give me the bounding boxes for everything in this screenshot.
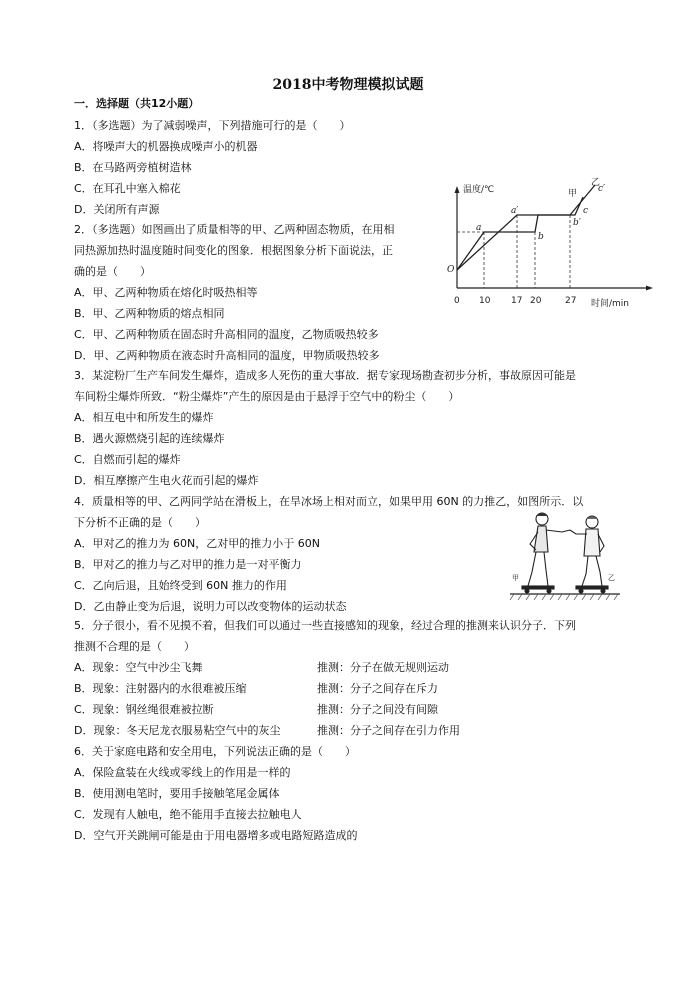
q4-option-c: C．乙向后退，且始终受到 60N 推力的作用 (74, 579, 287, 592)
graph-point-b-prime: b′ (573, 218, 581, 228)
section-heading: 一．选择题（共12小题） (74, 97, 200, 110)
q1-stem: 1．（多选题）为了减弱噪声，下列措施可行的是（ ） (74, 119, 351, 132)
q3-option-c: C．自燃而引起的爆炸 (74, 453, 181, 466)
q6-stem: 6．关于家庭电路和安全用电，下列说法正确的是（ ） (74, 745, 356, 758)
q3-option-b: B．遇火源燃烧引起的连续爆炸 (74, 432, 225, 445)
q4-stem-line2: 下分析不正确的是（ ） (74, 516, 206, 529)
temperature-time-graph (445, 180, 670, 308)
q2-option-b: B．甲、乙两种物质的熔点相同 (74, 307, 225, 320)
q3-option-a: A．相互电中和所发生的爆炸 (74, 411, 214, 424)
q2-option-d: D．甲、乙两种物质在液态时升高相同的温度，甲物质吸热较多 (74, 349, 380, 362)
q5-option-b-inference: 推测：分子之间存在斥力 (317, 682, 438, 695)
q1-option-d: D．关闭所有声源 (74, 203, 160, 216)
q5-option-d: D．现象：冬天尼龙衣服易粘空气中的灰尘 (74, 724, 281, 737)
q4-option-b: B．甲对乙的推力与乙对甲的推力是一对平衡力 (74, 558, 302, 571)
graph-point-c-prime: c′ (598, 184, 606, 194)
y-axis-arrow (455, 186, 460, 193)
q1-option-a: A．将噪声大的机器换成噪声小的机器 (74, 140, 258, 153)
dashed-guides (457, 215, 570, 288)
q5-stem-line2: 推测不合理的是（ ） (74, 640, 195, 653)
q3-option-d: D．相互摩擦产生电火花而引起的爆炸 (74, 474, 259, 487)
q6-option-b: B．使用测电笔时，要用手接触笔尾金属体 (74, 787, 280, 800)
graph-tick-20: 20 (530, 296, 542, 306)
q3-stem-line2: 车间粉尘爆炸所致．“粉尘爆炸”产生的原因是由于悬浮于空气中的粉尘（ ） (74, 390, 460, 403)
graph-tick-0: 0 (454, 296, 460, 306)
graph-point-c: c (583, 206, 589, 216)
q2-stem-line2: 同热源加热时温度随时间变化的图象．根据图象分析下面说法，正 (74, 244, 393, 257)
graph-label-yi: 乙 (591, 178, 601, 188)
graph-point-O: O (447, 265, 455, 275)
q5-option-a-inference: 推测：分子在做无规则运动 (317, 661, 449, 674)
person-yi (570, 516, 608, 593)
q1-option-b: B．在马路两旁植树造林 (74, 161, 192, 174)
skaters-illustration (510, 510, 622, 602)
graph-tick-17: 17 (511, 296, 523, 306)
q6-option-c: C．发现有人触电，绝不能用手直接去拉触电人 (74, 808, 302, 821)
q5-option-b: B．现象：注射器内的水很难被压缩 (74, 682, 247, 695)
graph-point-a: a (476, 223, 482, 233)
q5-option-c: C．现象：钢丝绳很难被拉断 (74, 703, 214, 716)
graph-point-a-prime: a′ (511, 206, 519, 216)
curve-jia (457, 197, 583, 270)
graph-label-jia: 甲 (568, 189, 578, 199)
graph-tick-27: 27 (565, 296, 577, 306)
q6-option-a: A．保险盒装在火线或零线上的作用是一样的 (74, 766, 291, 779)
q4-option-a: A．甲对乙的推力为 60N，乙对甲的推力小于 60N (74, 537, 320, 550)
q3-stem-line1: 3．某淀粉厂生产车间发生爆炸，造成多人死伤的重大事故．据专家现场勘查初步分析，事故原因可能是 (74, 369, 576, 382)
graph-tick-10: 10 (479, 296, 491, 306)
fig-label-yi: 乙 (608, 574, 615, 582)
q4-stem-line1: 4．质量相等的甲、乙两同学站在滑板上，在旱冰场上相对而立，如果甲用 60N 的力推乙，如图所示．以 (74, 495, 584, 508)
person-jia (522, 513, 570, 593)
q2-option-c: C．甲、乙两种物质在固态时升高相同的温度，乙物质吸热较多 (74, 328, 379, 341)
x-axis-arrow (646, 286, 653, 291)
ground-hatching (510, 594, 618, 600)
q1-option-c: C．在耳孔中塞入棉花 (74, 182, 181, 195)
graph-ylabel: 温度/℃ (463, 185, 495, 195)
fig-label-jia: 甲 (512, 574, 519, 582)
q5-option-c-inference: 推测：分子之间没有间隙 (317, 703, 438, 716)
q5-option-a: A．现象：空气中沙尘飞舞 (74, 661, 203, 674)
q5-stem-line1: 5．分子很小，看不见摸不着，但我们可以通过一些直接感知的现象，经过合理的推测来认识分子．下列 (74, 619, 576, 632)
graph-xlabel: 时间/min (591, 299, 630, 309)
q2-stem-line3: 确的是（ ） (74, 265, 151, 278)
graph-point-b: b (538, 232, 544, 242)
q2-option-a: A．甲、乙两种物质在熔化时吸热相等 (74, 286, 258, 299)
q2-stem-line1: 2．（多选题）如图画出了质量相等的甲、乙两种固态物质，在用相 (74, 223, 395, 236)
page-title: 2018中考物理模拟试题 (272, 77, 424, 93)
q4-option-d: D．乙由静止变为后退，说明力可以改变物体的运动状态 (74, 600, 347, 613)
q5-option-d-inference: 推测：分子之间存在引力作用 (317, 724, 460, 737)
q6-option-d: D．空气开关跳闸可能是由于用电器增多或电路短路造成的 (74, 829, 358, 842)
